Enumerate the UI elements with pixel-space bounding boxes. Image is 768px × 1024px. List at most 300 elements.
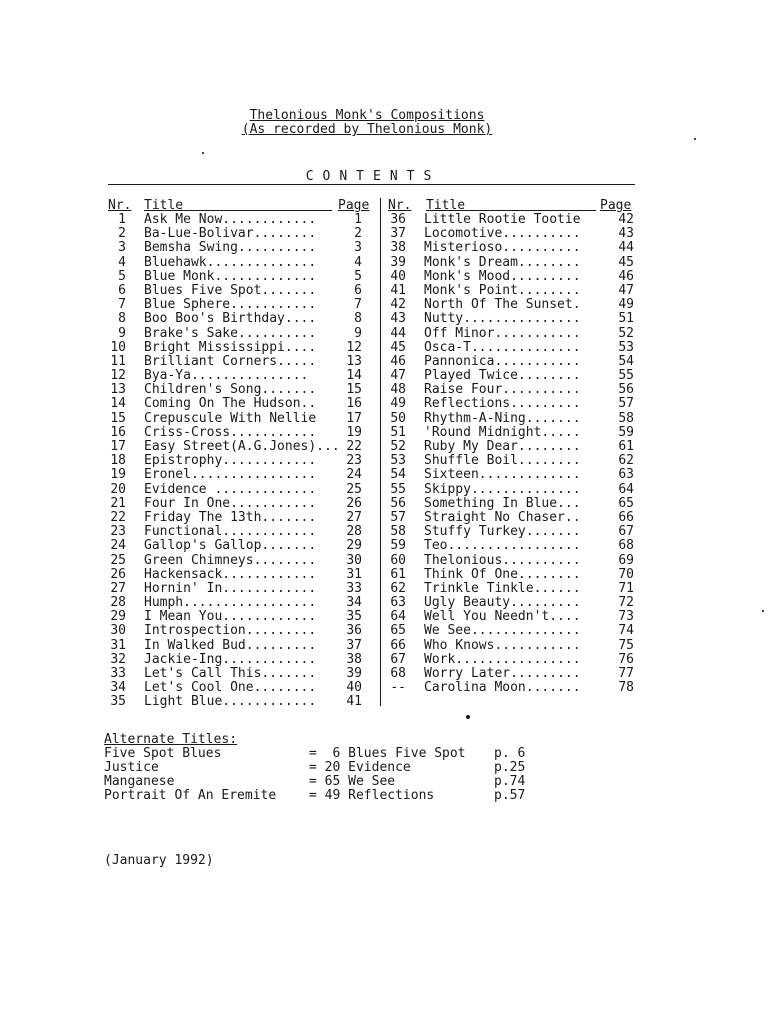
toc-entry — [388, 412, 638, 426]
toc-entry — [388, 596, 638, 610]
page-header: Page — [338, 198, 370, 213]
toc-entry — [388, 241, 638, 255]
entry-title: Ask Me Now............ — [144, 212, 317, 227]
toc-entry — [388, 568, 638, 582]
entry-number: 57 — [390, 509, 406, 525]
entry-number: 47 — [390, 368, 406, 384]
toc-entry — [108, 241, 376, 255]
entry-title: Thelonious.......... — [424, 552, 581, 568]
entry-number: 56 — [390, 495, 406, 511]
entry-page: 63 — [618, 467, 634, 483]
entry-title: Children's Song....... — [144, 382, 317, 398]
entry-title: Bright Mississippi.... — [144, 339, 317, 355]
entry-title: Ruby My Dear........ — [424, 439, 581, 454]
alternate-title-row — [104, 746, 526, 761]
toc-entry — [388, 284, 638, 298]
entry-page: 61 — [618, 439, 634, 454]
entry-title: Ugly Beauty......... — [424, 595, 581, 611]
alternate-title-name: Justice — [104, 760, 159, 775]
entry-page: 65 — [618, 495, 634, 511]
entry-number: 35 — [110, 694, 126, 710]
entry-number: 22 — [110, 509, 126, 525]
alternate-title-name: Five Spot Blues — [104, 746, 222, 761]
toc-entry — [108, 412, 376, 426]
toc-entry — [388, 383, 638, 397]
toc-entry — [388, 270, 638, 284]
entry-page: 78 — [618, 680, 634, 696]
entry-number: 34 — [110, 680, 126, 696]
entry-page: 37 — [346, 637, 362, 653]
entry-number: 39 — [390, 254, 406, 270]
toc-entry — [108, 270, 376, 284]
toc-entry — [108, 667, 376, 681]
toc-entry — [388, 468, 638, 482]
alternate-titles — [104, 732, 526, 803]
entry-page: 54 — [618, 353, 634, 369]
entry-page: 74 — [618, 623, 634, 639]
entry-page: 62 — [618, 453, 634, 469]
entry-title: Blue Monk............. — [144, 268, 317, 284]
entry-page: 3 — [354, 240, 362, 256]
entry-number: 55 — [390, 481, 406, 497]
toc-entry — [388, 610, 638, 624]
toc-entry — [388, 369, 638, 383]
left-column-header — [108, 198, 376, 213]
entry-title: Brilliant Corners..... — [144, 353, 317, 369]
toc-entry — [108, 298, 376, 312]
toc-entry — [108, 681, 376, 695]
toc-entry — [108, 383, 376, 397]
entry-title: Four In One........... — [144, 495, 317, 511]
alternate-title-reference: = 49 Reflections — [309, 788, 435, 803]
entry-page: 35 — [346, 609, 362, 625]
entry-title: Bemsha Swing.......... — [144, 240, 317, 256]
alternate-title-reference: = 20 Evidence — [309, 760, 411, 775]
toc-entry — [388, 511, 638, 525]
entry-page: 41 — [346, 694, 362, 710]
entry-number: 30 — [110, 623, 126, 639]
entry-number: 10 — [110, 339, 126, 355]
entry-number: 31 — [110, 637, 126, 653]
entry-title: Monk's Dream........ — [424, 254, 581, 270]
entry-title: Skippy.............. — [424, 481, 581, 497]
entry-title: Osca-T.............. — [424, 339, 581, 355]
entry-page: 4 — [354, 254, 362, 270]
entry-number: 63 — [390, 595, 406, 611]
entry-number: 3 — [118, 240, 126, 256]
alternate-title-name: Portrait Of An Eremite — [104, 788, 277, 803]
entry-page: 33 — [346, 580, 362, 596]
entry-number: 41 — [390, 282, 406, 298]
column-divider — [380, 198, 381, 706]
entry-number: 43 — [390, 311, 406, 327]
entry-page: 15 — [346, 382, 362, 398]
entry-title: Coming On The Hudson.. — [144, 396, 317, 412]
entry-page: 52 — [618, 325, 634, 341]
entry-title: Teo................. — [424, 538, 581, 554]
entry-title: Hornin' In............ — [144, 580, 317, 596]
scan-speck — [762, 610, 764, 612]
entry-title: Played Twice........ — [424, 368, 581, 384]
title-header-rule — [432, 198, 596, 211]
entry-title: Ba-Lue-Bolivar........ — [144, 226, 317, 242]
entry-title: Monk's Point........ — [424, 282, 581, 298]
entry-number: 54 — [390, 467, 406, 483]
entry-page: 51 — [618, 311, 634, 327]
entry-page: 29 — [346, 538, 362, 554]
entry-page: 39 — [346, 666, 362, 681]
entry-page: 64 — [618, 481, 634, 497]
toc-entry — [388, 426, 638, 440]
entry-page: 55 — [618, 368, 634, 384]
entry-number: 46 — [390, 353, 406, 369]
toc-entry — [388, 397, 638, 411]
entry-page: 53 — [618, 339, 634, 355]
entry-page: 16 — [346, 396, 362, 412]
entry-number: 27 — [110, 580, 126, 596]
entry-number: 45 — [390, 339, 406, 355]
toc-entry — [388, 497, 638, 511]
toc-entry — [108, 525, 376, 539]
entry-page: 45 — [618, 254, 634, 270]
toc-entry — [388, 454, 638, 468]
entry-number: 51 — [390, 424, 406, 440]
entry-number: 13 — [110, 382, 126, 398]
toc-entry — [388, 440, 638, 454]
entry-title: Eronel................ — [144, 467, 317, 483]
toc-entry — [108, 653, 376, 667]
entry-number: 11 — [110, 353, 126, 369]
entry-page: 76 — [618, 651, 634, 667]
toc-entry — [388, 483, 638, 497]
toc-entry — [108, 511, 376, 525]
entry-page: 12 — [346, 339, 362, 355]
entry-number: -- — [390, 680, 406, 696]
entry-number: 65 — [390, 623, 406, 639]
entry-number: 59 — [390, 538, 406, 554]
alternate-titles-list — [104, 746, 526, 803]
entry-page: 56 — [618, 382, 634, 398]
alternate-title-reference: = 6 Blues Five Spot — [309, 746, 466, 761]
entry-title: Who Knows........... — [424, 637, 581, 653]
toc-entry — [108, 327, 376, 341]
title-header: Title — [144, 198, 184, 213]
entry-page: 8 — [354, 311, 362, 327]
entry-title: Nutty............... — [424, 311, 581, 327]
toc-entry — [108, 397, 376, 411]
entry-number: 64 — [390, 609, 406, 625]
entry-page: 26 — [346, 495, 362, 511]
entry-title: Green Chimneys........ — [144, 552, 317, 568]
entry-number: 37 — [390, 226, 406, 242]
toc-entry — [388, 341, 638, 355]
entry-number: 66 — [390, 637, 406, 653]
entry-page: 38 — [346, 651, 362, 667]
toc-entry — [108, 468, 376, 482]
entry-page: 57 — [618, 396, 634, 412]
toc-entry — [388, 298, 638, 312]
toc-entry — [108, 497, 376, 511]
document-date: (January 1992) — [104, 853, 214, 868]
entry-page: 46 — [618, 268, 634, 284]
entry-page: 59 — [618, 424, 634, 440]
title-header-rule — [150, 198, 332, 211]
entry-title: Sixteen............. — [424, 467, 581, 483]
alternate-title-page: p.25 — [494, 760, 526, 775]
entry-page: 22 — [346, 439, 362, 454]
toc-entry — [108, 355, 376, 369]
toc-entry — [388, 327, 638, 341]
toc-entry — [388, 256, 638, 270]
entry-page: 6 — [354, 282, 362, 298]
scan-speck — [202, 152, 204, 154]
entry-page: 42 — [618, 212, 634, 227]
toc-entry — [108, 596, 376, 610]
toc-entry — [108, 312, 376, 326]
entry-title: Boo Boo's Birthday.... — [144, 311, 317, 327]
entry-number: 38 — [390, 240, 406, 256]
toc-entry — [108, 369, 376, 383]
entry-title: Criss-Cross........... — [144, 424, 317, 440]
entry-number: 32 — [110, 651, 126, 667]
entry-title: Epistrophy............ — [144, 453, 317, 469]
ink-dot — [466, 715, 470, 719]
toc-entry — [108, 426, 376, 440]
right-entries — [388, 213, 638, 695]
entry-number: 12 — [110, 368, 126, 384]
toc-entry — [388, 667, 638, 681]
entry-title: Carolina Moon....... — [424, 680, 581, 696]
entry-title: Pannonica........... — [424, 353, 581, 369]
entry-title: Reflections......... — [424, 396, 581, 412]
entry-title: In Walked Bud......... — [144, 637, 317, 653]
entry-number: 20 — [110, 481, 126, 497]
toc-entry — [108, 639, 376, 653]
entry-title: Monk's Mood......... — [424, 268, 581, 284]
toc-entry — [108, 582, 376, 596]
entry-title: Bya-Ya............... — [144, 368, 309, 384]
alternate-title-row — [104, 774, 526, 789]
entry-number: 68 — [390, 666, 406, 681]
entry-page: 36 — [346, 623, 362, 639]
entry-number: 33 — [110, 666, 126, 681]
entry-page: 43 — [618, 226, 634, 242]
entry-number: 61 — [390, 566, 406, 582]
entry-number: 6 — [118, 282, 126, 298]
entry-title: Evidence ............. — [144, 481, 317, 497]
toc-entry — [388, 582, 638, 596]
entry-number: 58 — [390, 524, 406, 540]
toc-entry — [388, 227, 638, 241]
entry-page: 77 — [618, 666, 634, 681]
entry-number: 62 — [390, 580, 406, 596]
entry-title: Trinkle Tinkle...... — [424, 580, 581, 596]
entry-number: 24 — [110, 538, 126, 554]
toc-entry — [108, 213, 376, 227]
toc-entry — [388, 213, 638, 227]
toc-entry — [108, 695, 376, 709]
entry-page: 2 — [354, 226, 362, 242]
entry-title: Bluehawk.............. — [144, 254, 317, 270]
entry-title: Let's Cool One........ — [144, 680, 317, 696]
right-column-header — [388, 198, 638, 213]
entry-title: Locomotive.......... — [424, 226, 581, 242]
entry-title: Stuffy Turkey....... — [424, 524, 581, 540]
entry-number: 8 — [118, 311, 126, 327]
toc-entry — [388, 624, 638, 638]
alternate-title-row — [104, 760, 526, 775]
entry-title: Misterioso.......... — [424, 240, 581, 256]
entry-page: 44 — [618, 240, 634, 256]
entry-page: 19 — [346, 424, 362, 440]
left-entries — [108, 213, 376, 710]
entry-page: 58 — [618, 410, 634, 426]
entry-title: 'Round Midnight..... — [424, 424, 581, 440]
entry-title: Off Minor........... — [424, 325, 581, 341]
entry-title: Let's Call This....... — [144, 666, 317, 681]
entry-number: 23 — [110, 524, 126, 540]
entry-number: 42 — [390, 297, 406, 313]
nr-header: Nr. — [108, 198, 132, 213]
entry-number: 49 — [390, 396, 406, 412]
entry-title: Blues Five Spot....... — [144, 282, 317, 298]
entry-title: Shuffle Boil........ — [424, 453, 581, 469]
entry-title: Hackensack............ — [144, 566, 317, 582]
toc-entry — [388, 639, 638, 653]
toc-entry — [108, 539, 376, 553]
entry-page: 23 — [346, 453, 362, 469]
entry-number: 53 — [390, 453, 406, 469]
alternate-titles-heading: Alternate Titles: — [104, 732, 238, 747]
entry-page: 13 — [346, 353, 362, 369]
toc-entry — [108, 454, 376, 468]
toc-entry — [388, 539, 638, 553]
entry-number: 19 — [110, 467, 126, 483]
title-header: Title — [426, 198, 466, 213]
toc-entry — [108, 568, 376, 582]
toc-entry — [108, 624, 376, 638]
entry-title: We See.............. — [424, 623, 581, 639]
entry-page: 17 — [346, 410, 362, 426]
entry-title: Introspection......... — [144, 623, 317, 639]
alternate-title-name: Manganese — [104, 774, 175, 789]
entry-page: 47 — [618, 282, 634, 298]
entry-page: 71 — [618, 580, 634, 596]
toc-entry — [108, 610, 376, 624]
entry-title: Crepuscule With Nellie — [144, 410, 317, 426]
entry-page: 27 — [346, 509, 362, 525]
entry-number: 36 — [390, 212, 406, 227]
entry-page: 9 — [354, 325, 362, 341]
entry-number: 48 — [390, 382, 406, 398]
entry-page: 72 — [618, 595, 634, 611]
entry-page: 14 — [346, 368, 362, 384]
alternate-title-reference: = 65 We See — [309, 774, 396, 789]
entry-title: Gallop's Gallop....... — [144, 538, 317, 554]
entry-title: Friday The 13th....... — [144, 509, 317, 525]
left-column — [108, 198, 376, 710]
entry-page: 75 — [618, 637, 634, 653]
top-rule — [108, 184, 635, 185]
entry-page: 7 — [354, 297, 362, 313]
right-column — [388, 198, 638, 695]
entry-number: 2 — [118, 226, 126, 242]
entry-number: 40 — [390, 268, 406, 284]
entry-page: 49 — [618, 297, 634, 313]
toc-entry — [388, 355, 638, 369]
alternate-title-page: p. 6 — [494, 746, 526, 761]
entry-number: 67 — [390, 651, 406, 667]
entry-title: Raise Four.......... — [424, 382, 581, 398]
entry-page: 40 — [346, 680, 362, 696]
entry-number: 21 — [110, 495, 126, 511]
entry-number: 1 — [118, 212, 126, 227]
entry-page: 66 — [618, 509, 634, 525]
entry-page: 70 — [618, 566, 634, 582]
document-title: Thelonious Monk's Compositions — [249, 108, 485, 123]
contents-heading: CONTENTS — [305, 169, 441, 184]
document-subtitle: (As recorded by Thelonious Monk) — [241, 122, 493, 137]
entry-number: 9 — [118, 325, 126, 341]
entry-number: 17 — [110, 439, 126, 454]
entry-title: Worry Later......... — [424, 666, 581, 681]
nr-header: Nr. — [388, 198, 412, 213]
entry-title: Humph................. — [144, 595, 317, 611]
entry-number: 26 — [110, 566, 126, 582]
entry-page: 28 — [346, 524, 362, 540]
entry-page: 30 — [346, 552, 362, 568]
toc-entry — [108, 284, 376, 298]
toc-entry — [388, 653, 638, 667]
entry-page: 73 — [618, 609, 634, 625]
entry-title: Well You Needn't.... — [424, 609, 581, 625]
entry-title: Rhythm-A-Ning....... — [424, 410, 581, 426]
entry-number: 50 — [390, 410, 406, 426]
entry-title: Blue Sphere........... — [144, 297, 317, 313]
entry-title: Something In Blue... — [424, 495, 581, 511]
entry-number: 4 — [118, 254, 126, 270]
toc-entry — [108, 256, 376, 270]
toc-entry — [388, 681, 638, 695]
entry-number: 16 — [110, 424, 126, 440]
scan-speck — [694, 138, 696, 140]
alternate-title-row — [104, 788, 526, 803]
page-header: Page — [600, 198, 632, 213]
entry-title: Functional............ — [144, 524, 317, 540]
entry-number: 14 — [110, 396, 126, 412]
toc-entry — [388, 525, 638, 539]
entry-number: 29 — [110, 609, 126, 625]
entry-page: 5 — [354, 268, 362, 284]
entry-title: Straight No Chaser.. — [424, 509, 581, 525]
entry-page: 34 — [346, 595, 362, 611]
entry-title: Easy Street(A.G.Jones)... — [144, 439, 340, 454]
entry-title: Brake's Sake.......... — [144, 325, 317, 341]
toc-entry — [108, 554, 376, 568]
toc-entry — [388, 312, 638, 326]
entry-number: 44 — [390, 325, 406, 341]
entry-page: 68 — [618, 538, 634, 554]
toc-entry — [108, 341, 376, 355]
entry-title: Work................ — [424, 651, 581, 667]
entry-number: 25 — [110, 552, 126, 568]
entry-title: Little Rootie Tootie — [424, 212, 581, 227]
entry-number: 60 — [390, 552, 406, 568]
entry-page: 1 — [354, 212, 362, 227]
entry-title: Jackie-Ing............ — [144, 651, 317, 667]
entry-page: 67 — [618, 524, 634, 540]
entry-number: 52 — [390, 439, 406, 454]
